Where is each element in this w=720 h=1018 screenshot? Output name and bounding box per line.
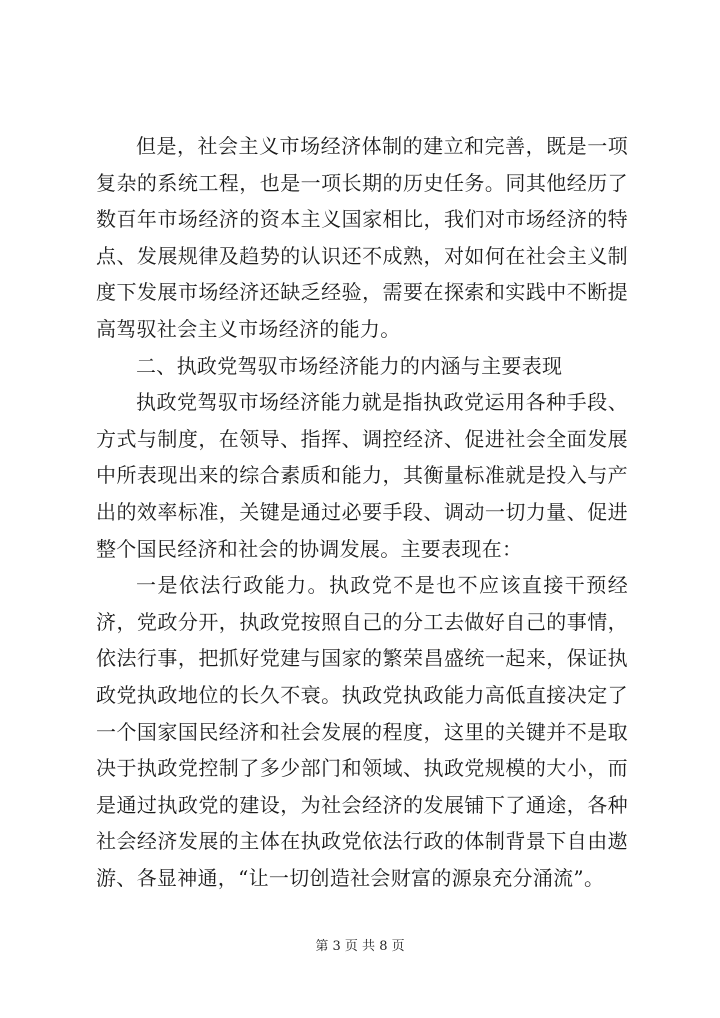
section-heading: 二、执政党驾驭市场经济能力的内涵与主要表现 — [136, 353, 563, 378]
paragraph-market-economy-challenge: 但是，社会主义市场经济体制的建立和完善，既是一项复杂的系统工程，也是一项长期的历史任务。同其他经历了数百年市场经济的资本主义国家相比，我们对市场经济的特点、发展规律及趋势的认识还不成熟，对如何在社会主义制度下发展市场经济还缺乏经验，需要在探索和实践中不断提高驾驭社会主义市场经济的能力。 — [96, 134, 628, 341]
paragraph-capability-definition: 执政党驾驭市场经济能力就是指执政党运用各种手段、方式与制度，在领导、指挥、调控经济、促进社会全面发展中所表现出来的综合素质和能力，其衡量标准就是投入与产出的效率标准，关键是通过必要手段、调动一切力量、促进整个国民经济和社会的协调发展。主要表现在： — [96, 390, 628, 561]
paragraph-lawful-governance: 一是依法行政能力。执政党不是也不应该直接干预经济，党政分开，执政党按照自己的分工去做好自己的事情，依法行事，把抓好党建与国家的繁荣昌盛统一起来，保证执政党执政地位的长久不衰。执政党执政能力高低直接决定了一个国家国民经济和社会发展的程度，这里的关键并不是取决于执政党控制了多少部门和领域、执政党规模的大小，而是通过执政党的建设，为社会经济的发展铺下了通途，各种社会经济发展的主体在执政党依法行政的体制背景下自由遨游、各显神通，“让一切创造社会财富的源泉充分涌流”。 — [96, 573, 628, 890]
page-footer — [0, 938, 720, 956]
page-indicator: 第 3 页 共 8 页 — [315, 939, 405, 954]
document-body — [96, 128, 628, 896]
